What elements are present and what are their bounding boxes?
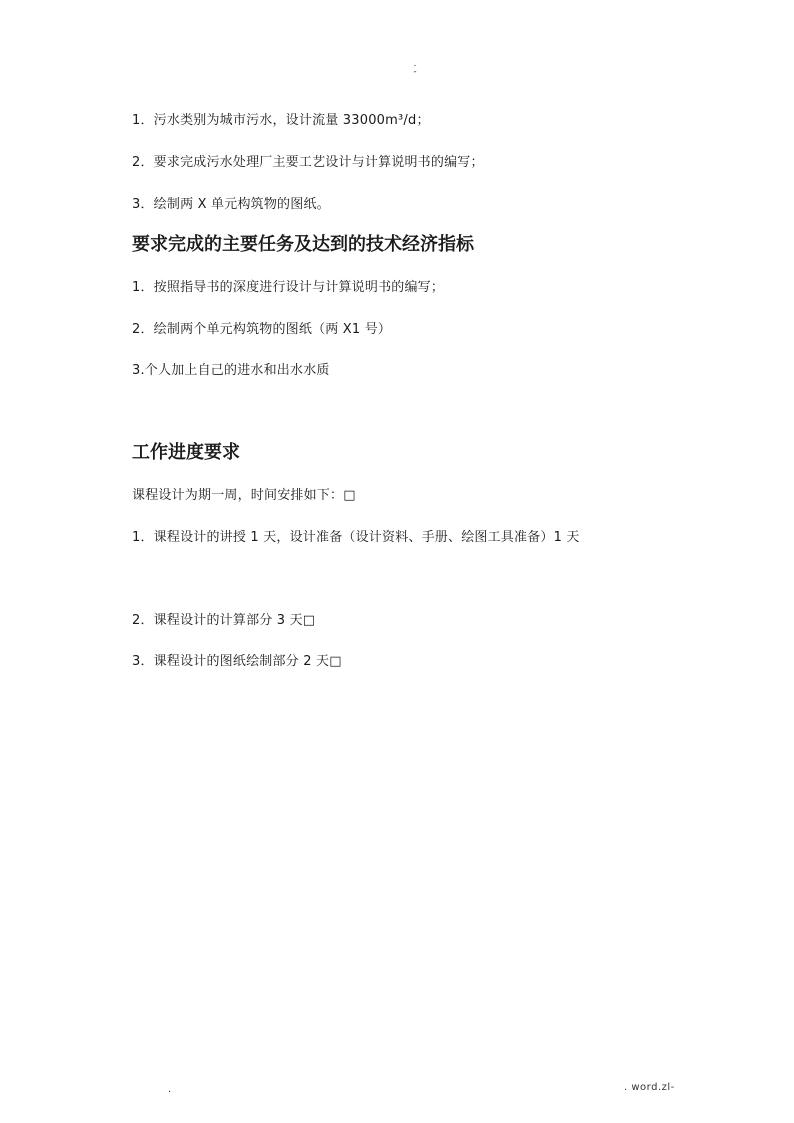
header-mark-top: . (413, 59, 417, 69)
list-item: 1．课程设计的讲授 1 天，设计准备（设计资料、手册、绘图工具准备）1 天 (132, 530, 580, 545)
header-mark (405, 60, 425, 76)
list-item: 2．要求完成污水处理厂主要工艺设计与计算说明书的编写； (132, 155, 484, 170)
list-item: 3．课程设计的图纸绘制部分 2 天□ (132, 654, 342, 669)
section-heading: 要求完成的主要任务及达到的技术经济指标 (132, 234, 474, 255)
list-item: 2．课程设计的计算部分 3 天□ (132, 613, 316, 628)
section-heading: 工作进度要求 (132, 442, 240, 463)
list-item: 3．绘制两 X 单元构筑物的图纸。 (132, 197, 330, 212)
footer-left: . (168, 1084, 172, 1095)
list-item: 1．污水类别为城市污水，设计流量 33000m³/d； (132, 113, 430, 128)
list-item: 3.个人加上自己的进水和出水水质 (132, 363, 330, 378)
intro-text: 课程设计为期一周，时间安排如下：□ (132, 488, 356, 503)
list-item: 2．绘制两个单元构筑物的图纸（两 X1 号） (132, 322, 392, 337)
header-mark-bottom: - (413, 67, 417, 77)
footer-right: . word.zl- (624, 1082, 675, 1093)
list-item: 1．按照指导书的深度进行设计与计算说明书的编写； (132, 280, 445, 295)
